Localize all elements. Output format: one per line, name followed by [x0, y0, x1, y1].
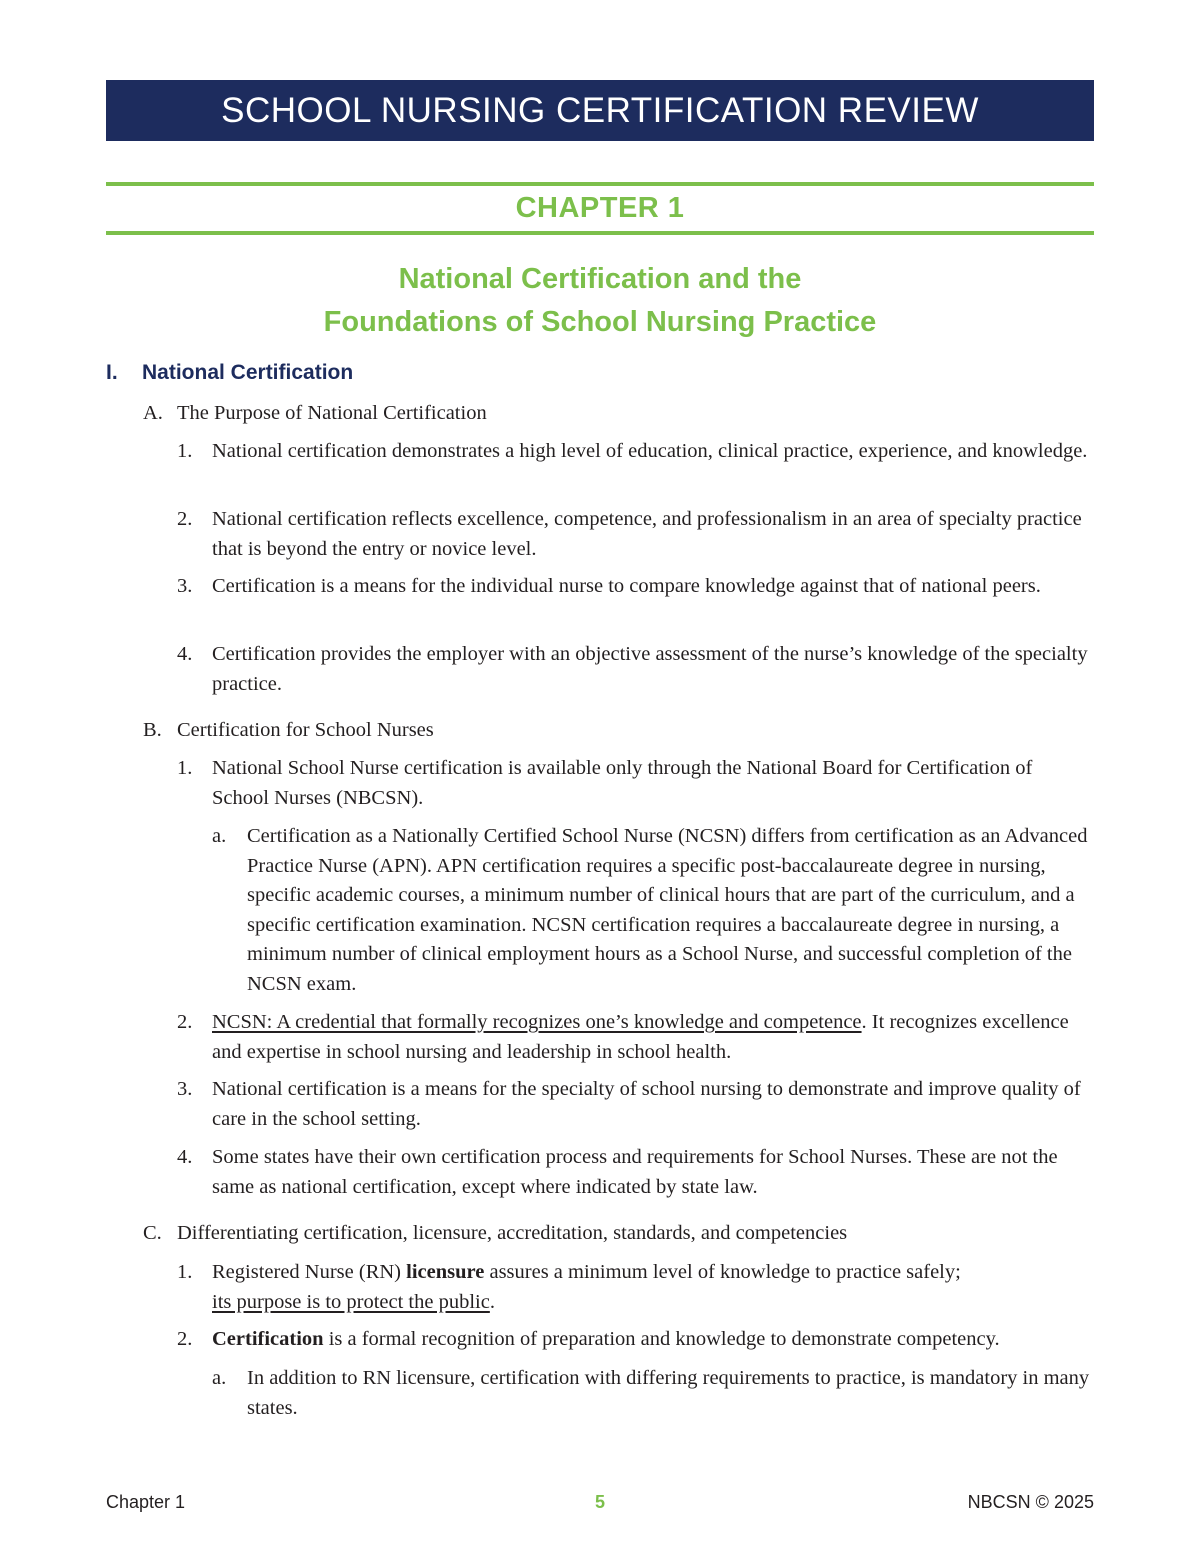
list-text: In addition to RN licensure, certification with differing requirements to practice, is mandatory in many states.	[247, 1367, 1090, 1419]
list-marker: 2.	[177, 1328, 193, 1350]
list-marker: 2.	[177, 1011, 193, 1033]
list-marker: 3.	[177, 575, 193, 597]
outline-marker: A.	[143, 402, 163, 424]
chapter-rule-bottom	[106, 231, 1094, 235]
list-marker: 4.	[177, 1146, 193, 1168]
section-number: I.	[106, 361, 118, 384]
list-text: Certification provides the employer with an objective assessment of the nurse’s knowledge of the specialty practice.	[212, 643, 1088, 695]
outline-marker: C.	[143, 1222, 162, 1244]
list-text: . It recognizes excellence and expertise in school nursing and leadership in school health.	[212, 1011, 1069, 1063]
list-text: National School Nurse certification is available only through the National Board for Certification of School Nurses (NBCSN).	[212, 757, 1033, 809]
list-text: is a formal recognition of preparation and knowledge to demonstrate competency.	[323, 1328, 1000, 1350]
list-marker: 1.	[177, 440, 193, 462]
chapter-rule-top	[106, 182, 1094, 186]
outline-item-b	[143, 716, 1094, 746]
underlined-definition: NCSN: A credential that formally recognizes one’s knowledge and competence	[212, 1011, 862, 1033]
sub-list-item	[212, 822, 1094, 999]
list-text: .	[489, 1290, 495, 1313]
chapter-label: CHAPTER 1	[515, 192, 685, 224]
chapter-title-line-1: National Certification and the	[398, 263, 802, 295]
outline-heading: Differentiating certification, licensure, accreditation, standards, and competencies	[177, 1222, 848, 1244]
footer-copyright: NBCSN © 2025	[967, 1492, 1094, 1512]
list-marker: 2.	[177, 508, 193, 530]
outline-heading: The Purpose of National Certification	[177, 402, 487, 424]
list-text: National certification reflects excellence, competence, and professionalism in an area of specialty practice that is beyond the entry or novice level.	[212, 508, 1082, 560]
bold-term: Certification	[212, 1328, 324, 1350]
list-item	[177, 1075, 1094, 1134]
list-marker: a.	[212, 1367, 227, 1389]
outline-item-c	[143, 1219, 1094, 1249]
chapter-title-line-2: Foundations of School Nursing Practice	[323, 306, 877, 338]
list-item	[177, 640, 1094, 699]
outline-heading: Certification for School Nurses	[177, 719, 434, 741]
bold-term: licensure	[406, 1261, 485, 1283]
footer-page-number: 5	[594, 1492, 605, 1512]
list-text: Certification as a Nationally Certified School Nurse (NCSN) differs from certification as an Advanced Practice Nurse (APN). APN certification requires a specific post-baccalaureate degree in nursing, specific academic courses, a minimum number of clinical hours that are part of the curriculum, and a specific certification examination. NCSN certification requires a baccalaureate degree in nursing, a minimum number of clinical employment hours as a School Nurse, and successful completion of the NCSN exam.	[247, 825, 1088, 995]
list-marker: 1.	[177, 757, 193, 779]
list-marker: 3.	[177, 1078, 193, 1100]
list-text: Some states have their own certification process and requirements for School Nurses. These are not the same as national certification, except where indicated by state law.	[212, 1146, 1058, 1198]
list-item	[177, 437, 1094, 467]
list-item	[177, 1325, 1094, 1355]
list-marker: 4.	[177, 643, 193, 665]
list-text: National certification is a means for the specialty of school nursing to demonstrate and improve quality of care in the school setting.	[212, 1078, 1081, 1130]
list-item	[177, 505, 1094, 564]
sub-list-item	[212, 1364, 1094, 1423]
book-title-banner: SCHOOL NURSING CERTIFICATION REVIEW	[106, 80, 1094, 141]
list-item	[177, 754, 1094, 813]
list-item	[177, 1143, 1094, 1202]
footer-chapter: Chapter 1	[106, 1492, 186, 1512]
list-item	[177, 1008, 1094, 1067]
section-title: National Certification	[142, 361, 354, 384]
list-text: assures a minimum level of knowledge to practice safely;	[484, 1261, 961, 1283]
list-text: Registered Nurse (RN)	[212, 1261, 407, 1283]
list-item	[177, 572, 1094, 602]
section-heading	[106, 361, 353, 385]
underlined-purpose: its purpose is to protect the public	[212, 1290, 490, 1313]
list-marker: a.	[212, 825, 227, 847]
outline-item-a	[143, 399, 1094, 429]
list-text: National certification demonstrates a high level of education, clinical practice, experience, and knowledge.	[212, 440, 1088, 462]
list-text: Certification is a means for the individual nurse to compare knowledge against that of national peers.	[212, 575, 1041, 597]
list-marker: 1.	[177, 1261, 193, 1283]
list-item	[177, 1258, 1094, 1317]
outline-marker: B.	[143, 719, 162, 741]
